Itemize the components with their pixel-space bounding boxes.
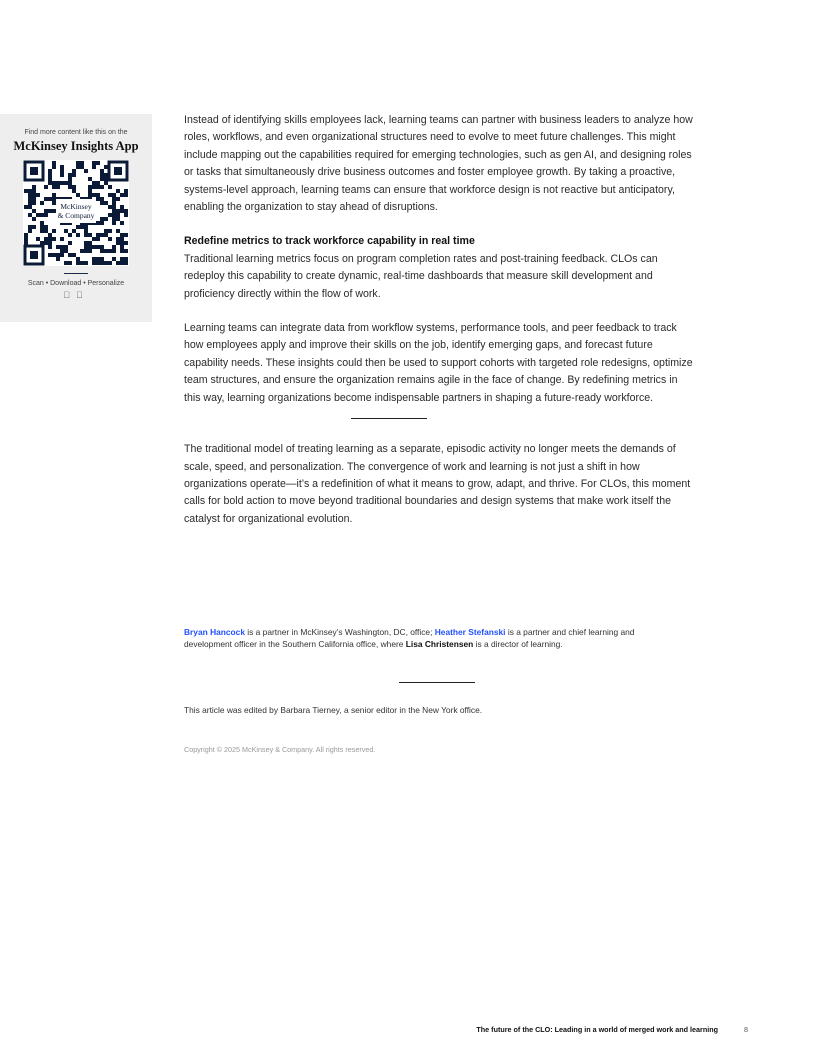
author-lisa-christensen: Lisa Christensen [405, 639, 474, 650]
paragraph-3: Learning teams can integrate data from workflow systems, performance tools, and peer feedback to track how employees apply and improve their skills on the job, identify emerging gaps, and forecast future capability needs. These insights could then be used to support cohorts with targeted role redesigns, optimize team structures, and ensure the organization remains agile in the face of change. By redefining metrics in this way, learning organizations become indispensable partners in shaping a future-ready workforce. [184, 322, 693, 404]
promo-tagline: Scan • Download • Personalize [27, 280, 125, 287]
sidebar-divider [64, 273, 88, 274]
paragraph-4: The traditional model of treating learning as a separate, episodic activity no longer meets the demands of scale, speed, and personalization. The convergence of work and learning is not just a shift in how organizations operate—it’s a redefinition of what it means to grow, adapt, and thrive. For CLOs, this moment calls for bold action to move beyond traditional boundaries and design systems that make work itself the catalyst for organizational evolution. [184, 443, 691, 525]
section-divider [351, 418, 427, 419]
copyright-notice: Copyright © 2025 McKinsey & Company. All rights reserved. [184, 745, 376, 754]
bio-text-1: is a partner in McKinsey’s Washington, DC, office; [244, 627, 435, 637]
promo-small-text: Find more content like this on the [24, 129, 128, 136]
app-promo-sidebar [0, 114, 152, 322]
qr-logo-line2: & Company [57, 211, 95, 220]
paragraph-1: Instead of identifying skills employees lack, learning teams can partner with business leaders to analyze how roles, workflows, and even organizational structures need to evolve to meet future challenges. This might include mapping out the capabilities required for emerging technologies, such as gen AI, and designing roles or tasks that simultaneously drive business outcomes and foster employee growth. By taking a proactive, systems-level approach, learning teams can ensure that workforce design is not reactive but anticipatory, enabling the organization to stay ahead of disruptions. [184, 114, 693, 214]
android-icon[interactable]: ⍟ [69, 290, 83, 300]
bio-divider [399, 682, 475, 683]
page-number: 8 [744, 1025, 748, 1034]
page-footer [476, 1025, 748, 1034]
qr-logo-line1: McKinsey [60, 202, 92, 211]
author-link-bryan-hancock[interactable]: Bryan Hancock [184, 627, 245, 637]
article-body [184, 112, 694, 528]
qr-code[interactable] [23, 160, 129, 266]
bio-text-3: is a director of learning. [473, 639, 563, 650]
store-icons [0, 290, 152, 300]
promo-app-name: McKinsey Insights App [13, 139, 139, 153]
editor-note: This article was edited by Barbara Tierney, a senior editor in the New York office. [184, 705, 483, 715]
apple-icon[interactable] [63, 290, 76, 300]
footer-title: The future of the CLO: Leading in a world of merged work and learning [476, 1025, 718, 1034]
author-link-heather-stefanski[interactable]: Heather Stefanski [434, 627, 506, 637]
bio-text-2: is a partner and chief learning and development officer in the Southern California office, where [184, 627, 635, 650]
section-heading: Redefine metrics to track workforce capability in real time [184, 235, 475, 248]
paragraph-2: Traditional learning metrics focus on program completion rates and post-training feedback. CLOs can redeploy this capability to create dynamic, real-time dashboards that measure skill development and proficiency directly within the flow of work. [184, 252, 658, 300]
author-bio [184, 626, 674, 650]
